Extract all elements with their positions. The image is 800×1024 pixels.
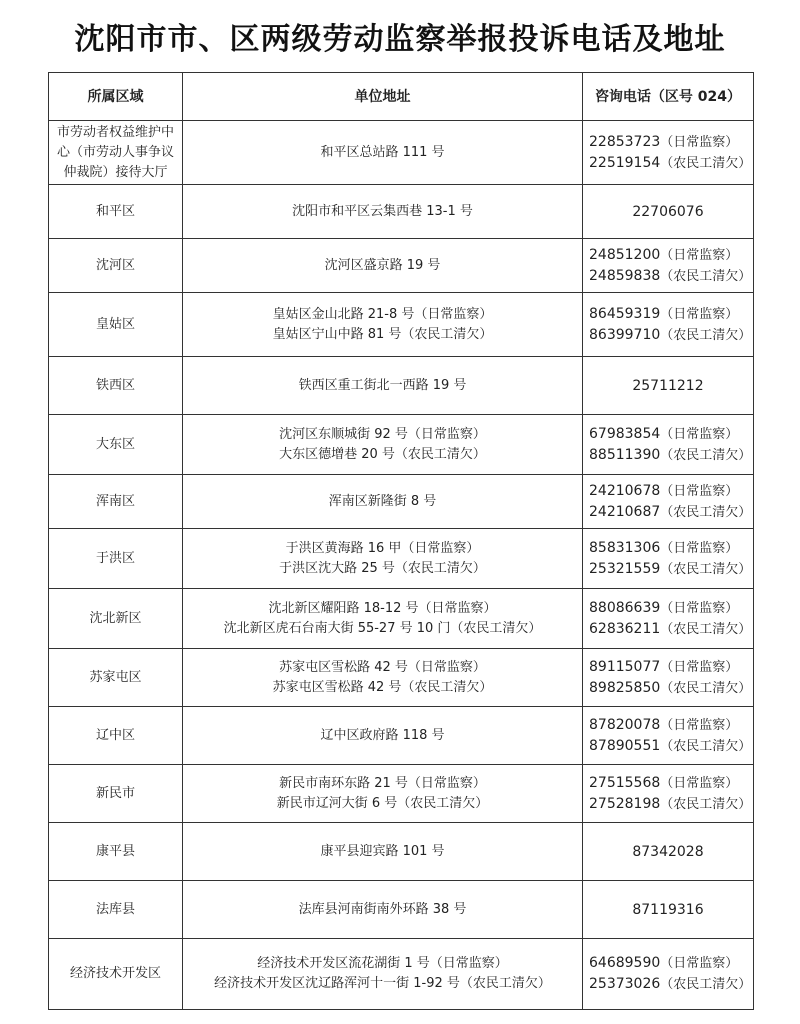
header-region: 所属区域 (49, 73, 183, 121)
table-row (49, 765, 754, 823)
phone-cell (583, 939, 754, 1010)
address-line: 皇姑区金山北路 21-8 号（日常监察） (272, 306, 493, 322)
region-cell: 市劳动者权益维护中心（市劳动人事争议仲裁院）接待大厅 (49, 121, 183, 185)
address-cell (183, 881, 583, 939)
phone-line (589, 794, 753, 815)
address-line: 经济技术开发区流花湖街 1 号（日常监察） (257, 956, 508, 971)
address-line: 苏家屯区雪松路 42 号（农民工清欠） (272, 679, 493, 695)
table-row (49, 881, 754, 939)
phone-number: 89115077 (589, 658, 661, 675)
phone-note: （日常监察） (660, 306, 739, 322)
phone-note: （日常监察） (660, 540, 739, 556)
phone-note: （日常监察） (660, 134, 739, 150)
phone-line (589, 736, 753, 757)
table-row (49, 475, 754, 529)
phone-line (583, 376, 753, 396)
phone-number: 24210687 (589, 503, 661, 520)
region-cell: 于洪区 (49, 529, 183, 589)
phone-number: 24210678 (589, 482, 661, 499)
address-cell (183, 475, 583, 529)
phone-number: 67983854 (589, 425, 661, 442)
address-cell (183, 357, 583, 415)
region-cell: 新民市 (49, 765, 183, 823)
address-line: 新民市辽河大街 6 号（农民工清欠） (276, 795, 489, 811)
address-cell (183, 185, 583, 239)
phone-number: 86459319 (589, 305, 661, 322)
phone-line (589, 304, 753, 325)
phone-note: （日常监察） (660, 956, 739, 971)
phone-note: （农民工清欠） (660, 268, 752, 284)
phone-line (589, 245, 753, 266)
phone-note: （日常监察） (660, 659, 739, 675)
phone-number: 87119316 (632, 901, 704, 918)
address-line: 大东区德增巷 20 号（农民工清欠） (279, 446, 486, 462)
phone-line (589, 445, 753, 466)
address-line: 于洪区沈大路 25 号（农民工清欠） (279, 560, 486, 576)
region-cell: 铁西区 (49, 357, 183, 415)
phone-number: 24851200 (589, 246, 661, 263)
region-cell: 皇姑区 (49, 293, 183, 357)
address-line: 沈北新区虎石台南大街 55-27 号 10 门（农民工清欠） (223, 620, 542, 636)
phone-note: （日常监察） (660, 775, 739, 791)
phone-line (589, 132, 753, 153)
region-cell: 苏家屯区 (49, 649, 183, 707)
address-line: 康平县迎宾路 101 号 (320, 843, 445, 859)
phone-line (583, 900, 753, 920)
table-row (49, 293, 754, 357)
address-line: 皇姑区宁山中路 81 号（农民工清欠） (272, 326, 493, 342)
address-cell (183, 589, 583, 649)
phone-cell (583, 239, 754, 293)
address-cell (183, 293, 583, 357)
table-row (49, 529, 754, 589)
phone-line (589, 538, 753, 559)
address-line: 和平区总站路 111 号 (320, 144, 445, 160)
phone-note: （日常监察） (660, 426, 739, 442)
table-row (49, 589, 754, 649)
phone-cell (583, 707, 754, 765)
phone-note: （日常监察） (660, 247, 739, 263)
phone-cell (583, 823, 754, 881)
table-row (49, 707, 754, 765)
phone-note: （日常监察） (660, 483, 739, 499)
phone-number: 86399710 (589, 326, 661, 343)
table-body (49, 121, 754, 1010)
phone-note: （农民工清欠） (660, 155, 752, 171)
phone-number: 62836211 (589, 620, 661, 637)
phone-cell (583, 589, 754, 649)
phone-line (589, 619, 753, 640)
address-cell (183, 121, 583, 185)
table-row (49, 939, 754, 1010)
phone-note: （农民工清欠） (660, 680, 752, 696)
phone-note: （农民工清欠） (660, 796, 752, 812)
phone-line (589, 481, 753, 502)
phone-number: 24859838 (589, 267, 661, 284)
phone-note: （日常监察） (660, 717, 739, 733)
phone-number: 25373026 (589, 976, 661, 992)
phone-note: （日常监察） (660, 600, 739, 616)
address-line: 沈阳市和平区云集西巷 13-1 号 (292, 203, 473, 219)
phone-line (589, 424, 753, 445)
region-cell: 经济技术开发区 (49, 939, 183, 1010)
address-line: 于洪区黄海路 16 甲（日常监察） (285, 540, 480, 556)
phone-number: 27528198 (589, 795, 661, 812)
region-cell: 沈河区 (49, 239, 183, 293)
phone-number: 87820078 (589, 716, 661, 733)
table-row (49, 239, 754, 293)
phone-line (583, 842, 753, 862)
table-row (49, 357, 754, 415)
phone-number: 88086639 (589, 599, 661, 616)
region-cell: 辽中区 (49, 707, 183, 765)
phone-cell (583, 185, 754, 239)
address-line: 经济技术开发区沈辽路浑河十一街 1-92 号（农民工清欠） (214, 976, 551, 991)
address-cell (183, 239, 583, 293)
phone-line (583, 202, 753, 222)
header-phone: 咨询电话（区号 024） (583, 73, 754, 121)
table-row (49, 649, 754, 707)
address-line: 沈北新区耀阳路 18-12 号（日常监察） (268, 600, 497, 616)
address-line: 法库县河南街南外环路 38 号 (298, 901, 467, 917)
phone-number: 22853723 (589, 133, 661, 150)
phone-cell (583, 765, 754, 823)
phone-note: （农民工清欠） (660, 977, 752, 992)
address-cell (183, 707, 583, 765)
phone-note: （农民工清欠） (660, 561, 752, 577)
page-title: 沈阳市市、区两级劳动监察举报投诉电话及地址 (74, 22, 726, 57)
address-line: 浑南区新隆街 8 号 (328, 493, 437, 509)
address-cell (183, 529, 583, 589)
region-cell: 沈北新区 (49, 589, 183, 649)
phone-number: 87342028 (632, 843, 704, 860)
phone-line (589, 559, 753, 580)
phone-cell (583, 415, 754, 475)
phone-cell (583, 121, 754, 185)
contact-table (48, 72, 754, 1010)
phone-number: 87890551 (589, 737, 661, 754)
phone-note: （农民工清欠） (660, 621, 752, 637)
phone-line (589, 773, 753, 794)
address-line: 辽中区政府路 118 号 (320, 727, 445, 743)
phone-line (589, 678, 753, 699)
phone-cell (583, 475, 754, 529)
phone-line (589, 974, 753, 995)
phone-note: （农民工清欠） (660, 504, 752, 520)
phone-number: 25711212 (632, 377, 704, 394)
phone-number: 88511390 (589, 446, 661, 463)
table-row (49, 415, 754, 475)
phone-cell (583, 357, 754, 415)
phone-note: （农民工清欠） (660, 327, 752, 343)
address-line: 沈河区盛京路 19 号 (324, 257, 441, 273)
address-cell (183, 939, 583, 1010)
phone-line (589, 325, 753, 346)
address-cell (183, 649, 583, 707)
phone-line (589, 598, 753, 619)
address-cell (183, 823, 583, 881)
region-cell: 和平区 (49, 185, 183, 239)
region-cell: 大东区 (49, 415, 183, 475)
phone-number: 22706076 (632, 203, 704, 220)
phone-cell (583, 649, 754, 707)
phone-line (589, 502, 753, 523)
phone-line (589, 266, 753, 287)
phone-line (589, 953, 753, 974)
phone-number: 22519154 (589, 154, 661, 171)
phone-note: （农民工清欠） (660, 738, 752, 754)
region-cell: 浑南区 (49, 475, 183, 529)
header-address: 单位地址 (183, 73, 583, 121)
phone-cell (583, 881, 754, 939)
phone-line (589, 657, 753, 678)
table-row (49, 121, 754, 185)
address-line: 新民市南环东路 21 号（日常监察） (279, 775, 486, 791)
table-row (49, 823, 754, 881)
phone-note: （农民工清欠） (660, 447, 752, 463)
phone-number: 64689590 (589, 955, 661, 971)
phone-number: 25321559 (589, 560, 661, 577)
table-header-row (49, 73, 754, 121)
address-line: 沈河区东顺城街 92 号（日常监察） (279, 426, 486, 442)
region-cell: 康平县 (49, 823, 183, 881)
address-line: 铁西区重工街北一西路 19 号 (298, 377, 467, 393)
region-cell: 法库县 (49, 881, 183, 939)
phone-number: 89825850 (589, 679, 661, 696)
phone-line (589, 153, 753, 174)
phone-cell (583, 529, 754, 589)
phone-cell (583, 293, 754, 357)
phone-number: 85831306 (589, 539, 661, 556)
phone-number: 27515568 (589, 774, 661, 791)
address-line: 苏家屯区雪松路 42 号（日常监察） (279, 659, 486, 675)
address-cell (183, 765, 583, 823)
table-row (49, 185, 754, 239)
phone-line (589, 715, 753, 736)
address-cell (183, 415, 583, 475)
